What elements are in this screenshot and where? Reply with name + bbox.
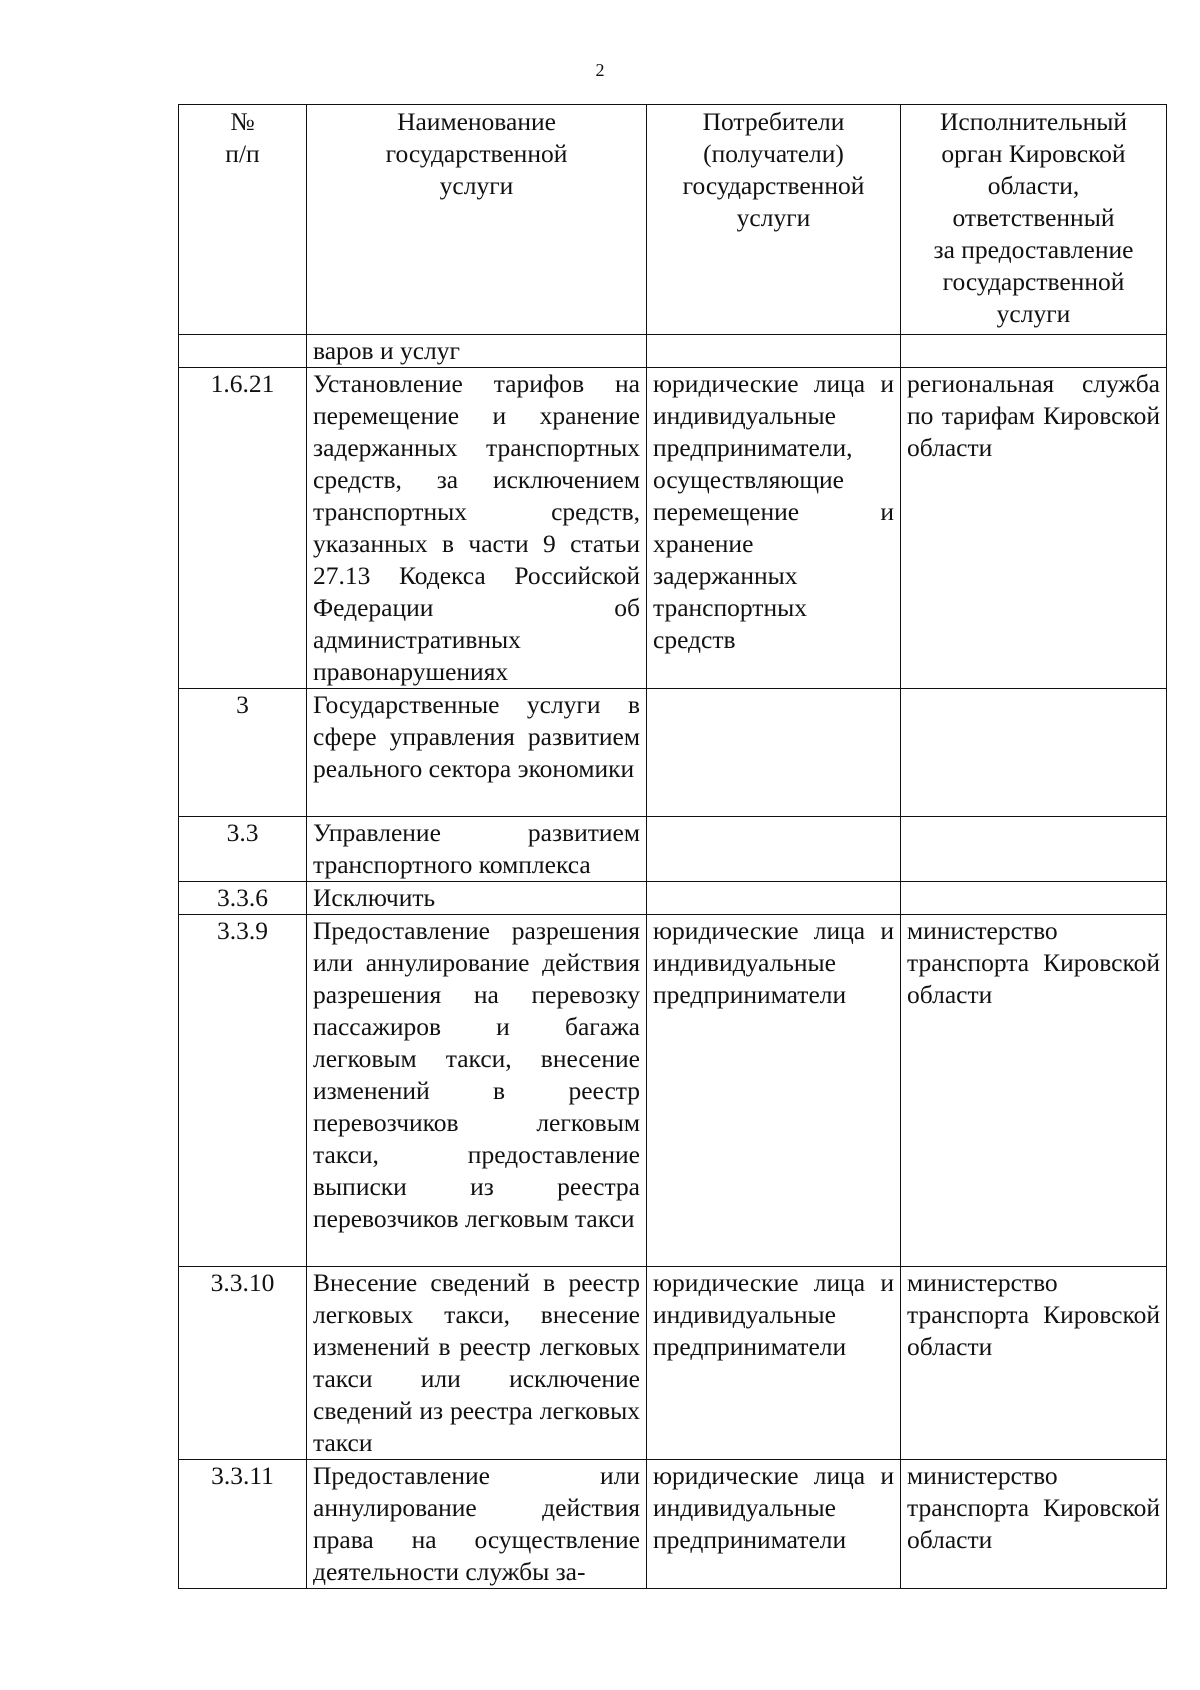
row-consumers	[647, 689, 901, 817]
table-row	[179, 368, 1167, 689]
row-number: 3.3.9	[179, 915, 307, 1267]
row-consumers: юридические лица и индивидуальные предприниматели	[647, 1460, 901, 1589]
row-service-name: Внесение сведений в реестр легковых такси, внесение изменений в реестр легковых такси или исключение сведений из реестра легковых такси	[307, 1267, 647, 1460]
row-service-name: Государственные услуги в сфере управления развитием реального сектора экономики	[307, 689, 647, 817]
row-number	[179, 335, 307, 368]
table-row	[179, 915, 1167, 1267]
row-consumers	[647, 335, 901, 368]
header-service-name: Наименование государственной услуги	[307, 105, 647, 335]
row-service-name: Управление развитием транспортного комплекса	[307, 817, 647, 882]
row-number: 1.6.21	[179, 368, 307, 689]
table-row	[179, 1460, 1167, 1589]
row-consumers	[647, 817, 901, 882]
table-row	[179, 882, 1167, 915]
row-responsible-organ: региональная служба по тарифам Кировской области	[901, 368, 1167, 689]
row-consumers	[647, 882, 901, 915]
row-number: 3.3.6	[179, 882, 307, 915]
row-service-name: варов и услуг	[307, 335, 647, 368]
row-number: 3	[179, 689, 307, 817]
row-responsible-organ	[901, 689, 1167, 817]
row-responsible-organ	[901, 882, 1167, 915]
row-service-name: Предоставление разрешения или аннулирование действия разрешения на перевозку пассажиров и багажа легковым такси, внесение изменений в реестр перевозчиков легковым такси, предоставление выписки из реестра перевозчиков легковым такси	[307, 915, 647, 1267]
row-service-name: Предоставление или аннулирование действия права на осуществление деятельности службы за-	[307, 1460, 647, 1589]
row-responsible-organ: министерство транспорта Кировской области	[901, 1267, 1167, 1460]
row-number: 3.3.11	[179, 1460, 307, 1589]
services-table	[178, 104, 1167, 1589]
table-row	[179, 1267, 1167, 1460]
table-header-row	[179, 105, 1167, 335]
table-row	[179, 689, 1167, 817]
table-row	[179, 817, 1167, 882]
row-responsible-organ	[901, 817, 1167, 882]
row-consumers: юридические лица и индивидуальные предприниматели, осуществляющие перемещение и хранение задержанных транспортных средств	[647, 368, 901, 689]
table-row	[179, 335, 1167, 368]
page-number: 2	[595, 60, 605, 80]
row-responsible-organ	[901, 335, 1167, 368]
row-consumers: юридические лица и индивидуальные предприниматели	[647, 1267, 901, 1460]
row-responsible-organ: министерство транспорта Кировской области	[901, 915, 1167, 1267]
row-service-name: Исключить	[307, 882, 647, 915]
row-consumers: юридические лица и индивидуальные предприниматели	[647, 915, 901, 1267]
row-number: 3.3.10	[179, 1267, 307, 1460]
header-consumers: Потребители (получатели) государственной услуги	[647, 105, 901, 335]
row-number: 3.3	[179, 817, 307, 882]
header-number: № п/п	[179, 105, 307, 335]
row-responsible-organ: министерство транспорта Кировской области	[901, 1460, 1167, 1589]
header-responsible-organ: Исполнительный орган Кировской области, ответственный за предоставление государственной услуги	[901, 105, 1167, 335]
row-service-name: Установление тарифов на перемещение и хранение задержанных транспортных средств, за исключением транспортных средств, указанных в части 9 статьи 27.13 Кодекса Российской Федерации об административных правонарушениях	[307, 368, 647, 689]
